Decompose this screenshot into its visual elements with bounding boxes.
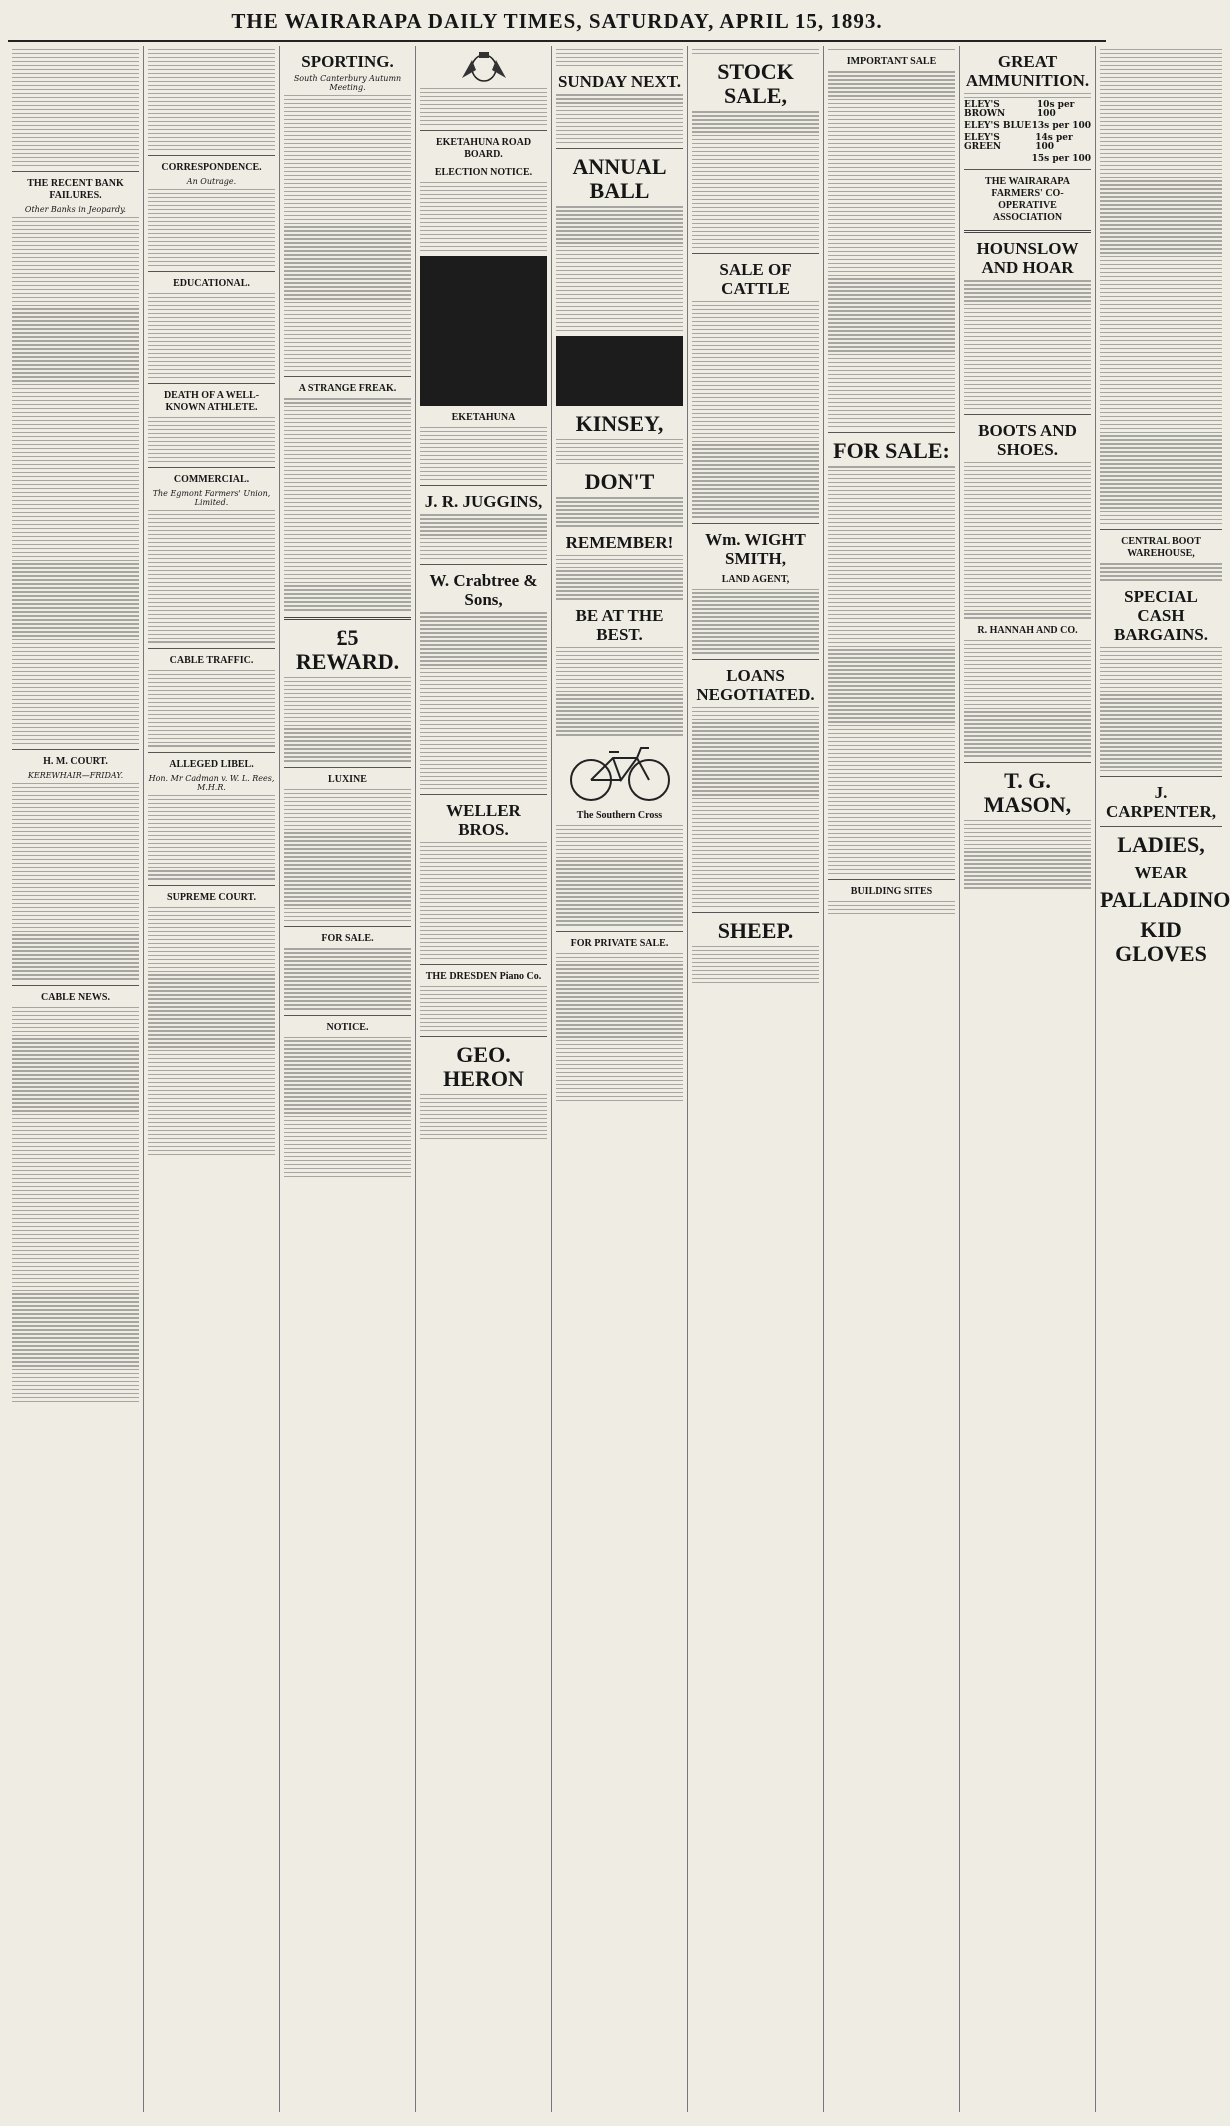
headline-educational: EDUCATIONAL. <box>173 277 250 289</box>
headline-sunday-next: SUNDAY NEXT. <box>557 72 682 92</box>
column-3 <box>280 46 416 2112</box>
headline-correspondence: CORRESPONDENCE. <box>161 161 262 173</box>
subhead-kerewhair: KEREWHAIR—FRIDAY. <box>27 771 124 781</box>
headline-for-sale: FOR SALE. <box>321 933 374 945</box>
column-7 <box>824 46 960 2112</box>
text-block <box>964 640 1091 757</box>
column-2 <box>144 46 280 2112</box>
headline-wight-smith: Wm. WIGHT SMITH, <box>705 529 806 568</box>
text-block <box>692 49 819 54</box>
headline-important-sale: IMPORTANT SALE <box>846 56 937 68</box>
text-block <box>148 293 275 378</box>
column-9 <box>1096 46 1230 2112</box>
price-row-eleys-blue: ELEY'S BLUE 13s per 100 <box>964 121 1091 132</box>
headline-strange-freak: A STRANGE FREAK. <box>298 383 397 395</box>
headline-boots-and-shoes: BOOTS AND SHOES. <box>978 421 1077 460</box>
masthead: THE WAIRARAPA DAILY TIMES, SATURDAY, APRIL 15, 1893. <box>8 6 1106 42</box>
text-block <box>556 497 683 526</box>
bicycle-illustration <box>565 740 675 804</box>
headline-sale-of-cattle: SALE OF CATTLE <box>719 260 792 299</box>
headline-hm-court: H. M. COURT. <box>43 756 108 768</box>
headline-farmers-cooperative: THE WAIRARAPA FARMERS' CO-OPERATIVE ASSOCIATION <box>985 176 1070 224</box>
text-block <box>420 842 547 959</box>
text-block <box>556 825 683 926</box>
royal-crest-icon <box>454 50 514 84</box>
headline-for-private-sale: FOR PRIVATE SALE. <box>570 937 669 949</box>
headline-palladino: PALLADINO <box>1100 887 1230 913</box>
headline-kinsey: KINSEY, <box>575 411 664 437</box>
headline-for-sale-col7: FOR SALE: <box>833 438 950 464</box>
text-block <box>556 206 683 331</box>
subhead-cadman-rees: Hon. Mr Cadman v. W. L. Rees, M.H.R. <box>148 773 275 792</box>
text-block <box>148 417 275 462</box>
text-block <box>420 427 547 480</box>
text-block <box>692 707 819 908</box>
headline-alleged-libel: ALLEGED LIBEL. <box>169 758 254 770</box>
headline-kid-gloves: KID GLOVES <box>1115 917 1207 967</box>
text-block <box>828 466 955 874</box>
text-block <box>420 986 547 1031</box>
text-block <box>1100 49 1222 524</box>
headline-great-ammunition: GREAT AMMUNITION. <box>965 52 1090 90</box>
headline-geo-heron: GEO. HERON <box>443 1041 524 1091</box>
subhead-outrage: An Outrage. <box>186 176 237 186</box>
text-block <box>556 439 683 464</box>
text-block <box>284 95 411 371</box>
headline-southern-cross: The Southern Cross <box>576 809 663 821</box>
headline-special-cash-bargains: SPECIAL CASH BARGAINS. <box>1114 586 1208 644</box>
headline-supreme-court: SUPREME COURT. <box>167 891 256 903</box>
headline-annual-ball: ANNUAL BALL <box>572 154 667 204</box>
text-block <box>148 795 275 880</box>
dark-advertisement-block <box>556 336 683 406</box>
text-block <box>420 182 547 251</box>
headline-remember: REMEMBER! <box>565 532 674 552</box>
column-8 <box>960 46 1096 2112</box>
headline-five-pound-reward: £5 REWARD. <box>295 624 400 674</box>
headline-notice: NOTICE. <box>326 1021 369 1033</box>
headline-ladies: LADIES, <box>1117 832 1205 858</box>
text-block <box>420 1094 547 1139</box>
headline-stock-sale: STOCK SALE, <box>717 59 794 109</box>
headline-tg-mason: T. G. MASON, <box>983 767 1072 817</box>
headline-central-boot-warehouse: CENTRAL BOOT WAREHOUSE, <box>1121 536 1201 560</box>
headline-wear: WEAR <box>1134 863 1188 883</box>
headline-luxine: LUXINE <box>328 773 367 785</box>
headline-cable-news: CABLE NEWS. <box>41 991 110 1003</box>
dark-advertisement-block <box>420 256 547 406</box>
text-block <box>12 783 139 980</box>
headline-sheep: SHEEP. <box>717 918 794 944</box>
text-block <box>1100 647 1222 772</box>
headline-eketahuna-road-board: EKETAHUNA ROAD BOARD. <box>435 137 532 161</box>
text-block <box>148 510 275 643</box>
text-block <box>692 946 819 983</box>
headline-election-notice: ELECTION NOTICE. <box>434 167 533 179</box>
headline-be-at-the-best: BE AT THE BEST. <box>575 605 664 644</box>
text-block <box>148 907 275 1155</box>
text-block <box>964 93 1091 98</box>
text-block <box>284 948 411 1009</box>
headline-land-agent: LAND AGENT, <box>721 573 790 585</box>
text-block <box>828 71 955 427</box>
text-block <box>12 1007 139 1403</box>
text-block <box>12 217 139 744</box>
text-block <box>148 49 275 150</box>
text-block <box>420 514 547 559</box>
text-block <box>284 789 411 922</box>
headline-bank-failures: THE RECENT BANK FAILURES. <box>27 177 124 201</box>
text-block <box>148 670 275 747</box>
text-block <box>556 953 683 1102</box>
text-block <box>828 901 955 914</box>
headline-building-sites: BUILDING SITES <box>850 885 933 897</box>
text-block <box>284 1037 411 1178</box>
headline-juggins: J. R. JUGGINS, <box>424 492 543 512</box>
text-block <box>284 677 411 762</box>
headline-j-carpenter: J. CARPENTER, <box>1105 783 1217 822</box>
text-block <box>284 398 411 610</box>
headline-sporting: SPORTING. <box>301 52 394 71</box>
text-block <box>692 111 819 248</box>
text-block <box>692 301 819 517</box>
headline-eketahuna: EKETAHUNA <box>451 412 516 424</box>
text-block <box>1100 563 1222 580</box>
column-4 <box>416 46 552 2112</box>
headline-crabtree-sons: W. Crabtree & Sons, <box>429 571 538 610</box>
text-block <box>964 280 1091 409</box>
price-row-eleys-green: ELEY'S GREEN 14s per 100 <box>964 133 1073 153</box>
text-block <box>556 647 683 736</box>
subhead-south-canterbury: South Canterbury Autumn Meeting. <box>293 74 402 92</box>
text-block <box>420 612 547 789</box>
text-block <box>828 49 955 50</box>
headline-cable-traffic: CABLE TRAFFIC. <box>169 654 254 666</box>
headline-commercial: COMMERCIAL. <box>173 474 250 485</box>
headline-dresden-piano: THE DRESDEN Piano Co. <box>425 970 542 982</box>
text-block <box>556 49 683 66</box>
column-1 <box>8 46 144 2112</box>
headline-death-athlete: DEATH OF A WELL-KNOWN ATHLETE. <box>163 389 260 413</box>
subhead-other-banks: Other Banks in Jeopardy. <box>24 204 127 214</box>
price-row-fourth: 15s per 100 <box>1031 154 1091 165</box>
headline-r-hannah: R. HANNAH AND CO. <box>977 624 1078 636</box>
price-row-eleys-brown: ELEY'S BROWN 10s per 100 <box>964 100 1075 120</box>
text-block <box>556 94 683 143</box>
text-block <box>964 462 1091 619</box>
text-block <box>692 589 819 654</box>
text-block <box>556 555 683 600</box>
column-6 <box>688 46 824 2112</box>
text-block <box>420 88 547 125</box>
headline-loans-negotiated: LOANS NEGOTIATED. <box>696 665 815 704</box>
headline-weller-bros: WELLER BROS. <box>446 801 521 840</box>
headline-hounslow-hoar: HOUNSLOW AND HOAR <box>976 239 1079 278</box>
subhead-egmont: The Egmont Farmers' Union, Limited. <box>152 489 271 507</box>
text-block <box>964 820 1091 889</box>
columns <box>8 46 1230 2112</box>
headline-dont: DON'T <box>584 469 655 495</box>
text-block <box>148 189 275 266</box>
column-5 <box>552 46 688 2112</box>
text-block <box>12 49 139 166</box>
